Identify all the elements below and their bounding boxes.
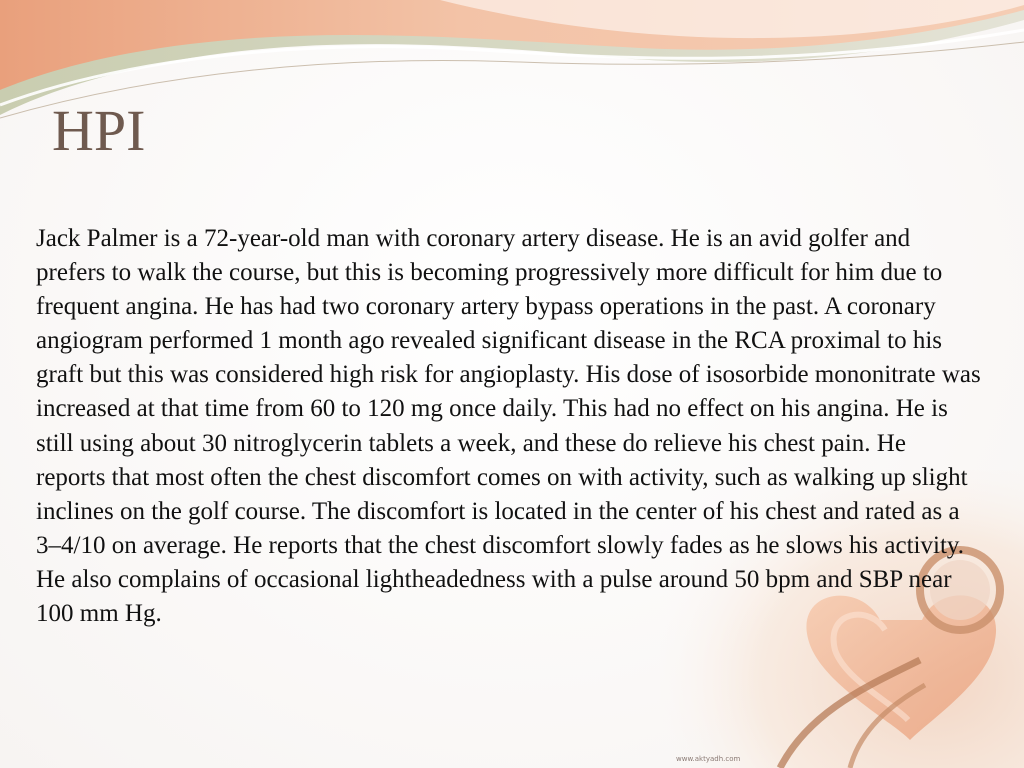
hpi-body-text: Jack Palmer is a 72-year-old man with coronary artery disease. He is an avid golfer and prefers to walk the course, but this is becoming progressively more difficult for him due to frequent angina. He has had two coronary artery bypass operations in the past. A coronary angiogram performed 1 month ago revealed significant disease in the RCA proximal to his graft but this was considered high risk for angioplasty. His dose of isosorbide mononitrate was increased at that time from 60 to 120 mg once daily. This had no effect on his angina. He is still using about 30 nitroglycerin tablets a week, and these do relieve his chest pain. He reports that most often the chest discomfort comes on with activity, such as walking up slight inclines on the golf course. The discomfort is located in the center of his chest and rated as a 3–4/10 on average. He reports that the chest discomfort slowly fades as he slows his activity. He also complains of occasional lightheadedness with a pulse around 50 bpm and SBP near 100 mm Hg. [36, 225, 981, 628]
top-swoosh-decoration [0, 0, 1024, 130]
watermark: www.aktyadh.com [676, 755, 741, 763]
slide-title: HPI [52, 98, 146, 163]
